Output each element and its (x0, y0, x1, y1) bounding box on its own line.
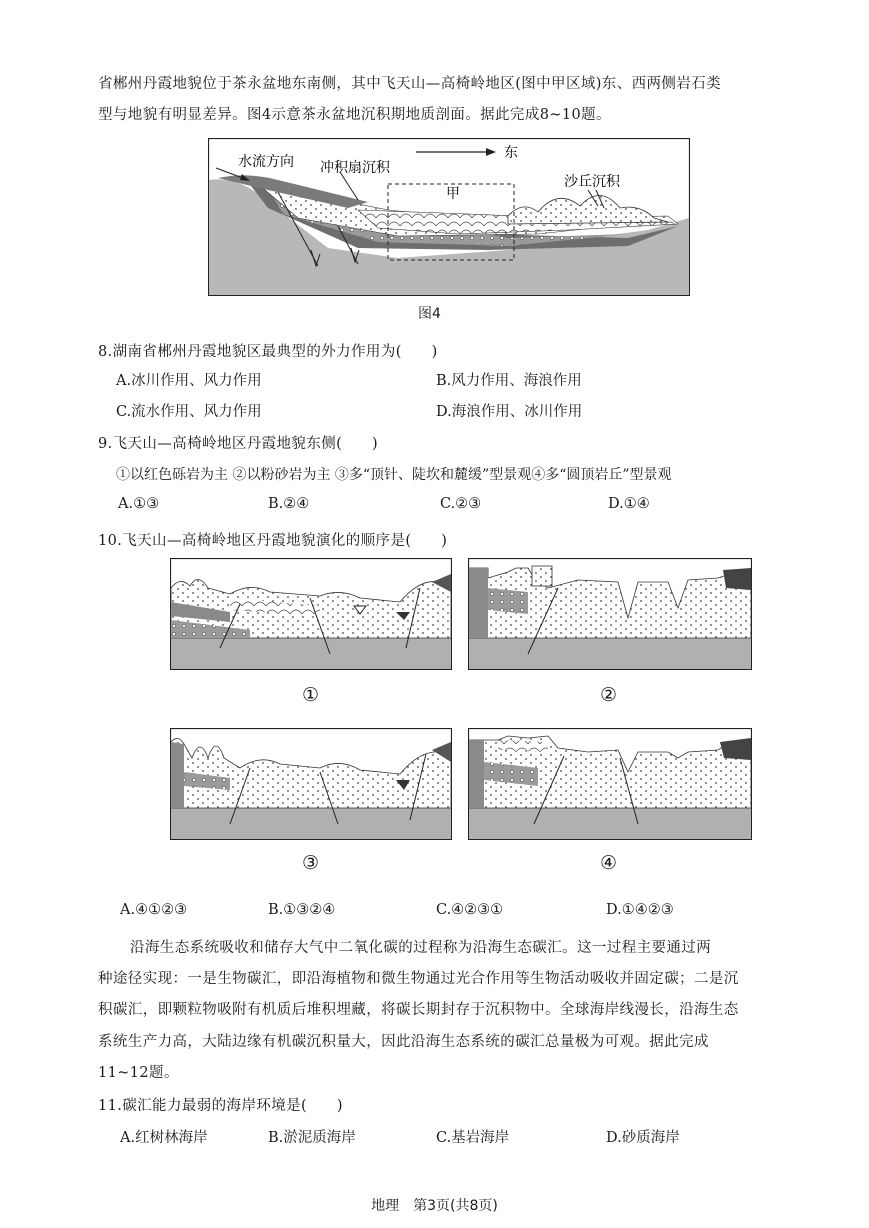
q10-option-b: B.①③②④ (268, 902, 336, 918)
q8-stem: 8.湖南省郴州丹霞地貌区最典型的外力作用为( ) (98, 344, 438, 360)
q8-option-d: D.海浪作用、冰川作用 (436, 404, 583, 420)
figure-4-cross-section (208, 138, 690, 296)
diagram-label-3: ③ (302, 852, 320, 874)
passage-line-2: 种途径实现：一是生物碳汇，即沿海植物和微生物通过光合作用等生物活动吸收并固定碳；二是沉 (98, 971, 739, 987)
passage-line-1: 沿海生态系统吸收和储存大气中二氧化碳的过程称为沿海生态碳汇。这一过程主要通过两 (130, 940, 712, 956)
label-dune: 沙丘沉积 (564, 174, 620, 190)
diagram-label-4: ④ (600, 852, 618, 874)
q8-option-a: A.冰川作用、风力作用 (116, 373, 262, 389)
q10-stem: 10.飞天山—高椅岭地区丹霞地貌演化的顺序是( ) (98, 533, 448, 549)
q11-option-a: A.红树林海岸 (120, 1130, 208, 1146)
label-fan: 冲积扇沉积 (320, 160, 390, 176)
q9-stem: 9.飞天山—高椅岭地区丹霞地貌东侧( ) (98, 436, 379, 452)
intro-line-1: 省郴州丹霞地貌位于茶永盆地东南侧，其中飞天山—高椅岭地区(图中甲区域)东、西两侧岩石类 (98, 76, 722, 92)
q9-items: ①以红色砾岩为主 ②以粉砂岩为主 ③多“顶针、陡坎和麓缓”型景观④多“圆顶岩丘”型景观 (116, 467, 672, 483)
label-jia: 甲 (446, 186, 460, 202)
diagram-1 (170, 558, 452, 670)
diagram-label-1: ① (302, 684, 320, 706)
q8-option-c: C.流水作用、风力作用 (116, 404, 262, 420)
diagram-2 (468, 558, 752, 670)
passage-line-3: 积碳汇，即颗粒物吸附有机质后堆积埋藏，将碳长期封存于沉积物中。全球海岸线漫长，沿海生态 (98, 1002, 739, 1018)
q11-option-d: D.砂质海岸 (606, 1130, 680, 1146)
label-flow: 水流方向 (238, 154, 294, 170)
q8-option-b: B.风力作用、海浪作用 (436, 373, 582, 389)
q10-option-d: D.①④②③ (606, 902, 674, 918)
passage-line-4: 系统生产力高，大陆边缘有机碳沉积量大，因此沿海生态系统的碳汇总量极为可观。据此完成 (98, 1034, 709, 1050)
q11-option-b: B.淤泥质海岸 (268, 1130, 356, 1146)
q9-option-d: D.①④ (608, 496, 650, 512)
q10-option-c: C.④②③① (436, 902, 504, 918)
q9-option-a: A.①③ (118, 496, 160, 512)
diagram-label-2: ② (600, 684, 618, 706)
q11-stem: 11.碳汇能力最弱的海岸环境是( ) (98, 1098, 343, 1114)
q11-option-c: C.基岩海岸 (436, 1130, 510, 1146)
label-east: 东 (504, 145, 518, 161)
diagram-3 (170, 728, 452, 840)
q9-option-c: C.②③ (440, 496, 482, 512)
passage-line-5: 11~12题。 (98, 1065, 179, 1081)
q10-option-a: A.④①②③ (120, 902, 188, 918)
q9-option-b: B.②④ (268, 496, 310, 512)
figure-4-caption: 图4 (418, 306, 441, 322)
diagram-4 (468, 728, 752, 840)
page-footer: 地理 第3页(共8页) (371, 1198, 498, 1214)
intro-line-2: 型与地貌有明显差异。图4示意茶永盆地沉积期地质剖面。据此完成8~10题。 (98, 107, 611, 123)
